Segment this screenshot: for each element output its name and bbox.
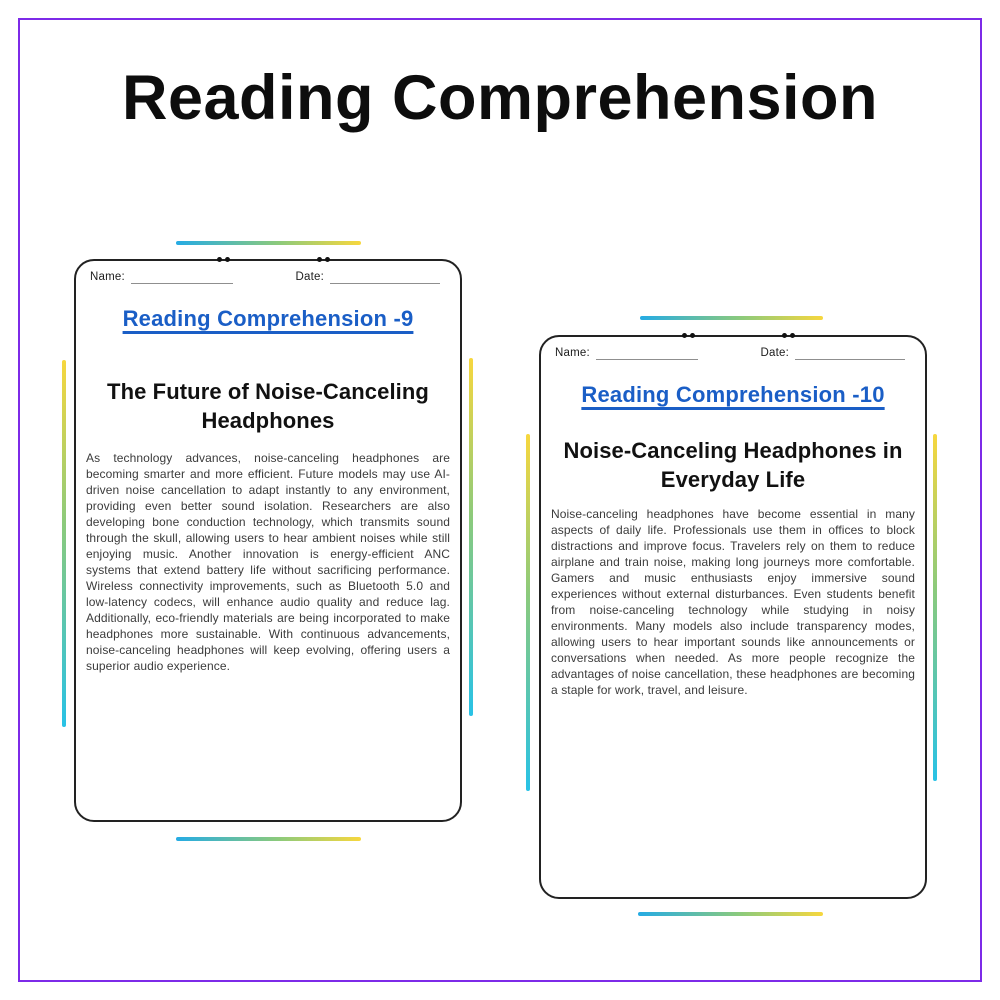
name-fill-in-line[interactable]: [596, 347, 698, 360]
passage-text: Noise-canceling headphones have become essential in many aspects of daily life. Professionals use them in offices to block distractions and improve focus. Travelers rely on them to reduce airplane and train noise, making long journeys more comfortable. Gamers and music enthusiasts enjoy immersive sound experiences without external disturbances. Even students benefit from noise-canceling technology while studying in noisy environments. Many models also include transparency modes, allowing users to hear important sounds like announcements or conversations when needed. As more people recognize the advantages of noise cancellation, these headphones are becoming a staple for work, travel, and leisure.: [551, 507, 915, 697]
deco-line-right-of-left-card: [469, 358, 473, 716]
binder-dots-icon: [317, 257, 330, 262]
passage-title: Noise-Canceling Headphones in Everyday Life: [563, 438, 903, 492]
binder-dots-icon: [682, 333, 695, 338]
deco-line-left-of-right-card: [526, 434, 530, 791]
date-label: Date:: [760, 347, 789, 359]
worksheet-heading-link[interactable]: Reading Comprehension -9: [122, 306, 414, 331]
deco-line-top-right-card: [640, 316, 823, 320]
worksheet-heading-link[interactable]: Reading Comprehension -10: [581, 382, 885, 407]
binder-dots-icon: [782, 333, 795, 338]
date-fill-in-line[interactable]: [795, 347, 905, 360]
worksheet-card-10: [539, 335, 927, 899]
deco-line-right-of-right-card: [933, 434, 937, 781]
deco-line-top-left-card: [176, 241, 361, 245]
page-title: Reading Comprehension: [121, 63, 879, 133]
name-fill-in-line[interactable]: [131, 271, 233, 284]
passage-text: As technology advances, noise-canceling headphones are becoming smarter and more efficient. Future models may use AI-driven noise cancellation to adapt instantly to any environment, providing even better sound isolation. Researchers are also developing bone conduction technology, which transmits sound through the skull, allowing users to hear ambient noises while still enjoying music. Another innovation is energy-efficient ANC systems that extend battery life without sacrificing performance. Wireless connectivity improvements, such as Bluetooth 5.0 and low-latency codecs, will enhance audio quality and reduce lag. Additionally, eco-friendly materials are being incorporated to make headphones more sustainable. With continuous advancements, noise-canceling headphones will keep evolving, offering users a superior audio experience.: [86, 451, 450, 673]
date-fill-in-line[interactable]: [330, 271, 440, 284]
passage-title: The Future of Noise-Canceling Headphones: [107, 379, 429, 433]
deco-line-bottom-right-card: [638, 912, 823, 916]
binder-dots-icon: [217, 257, 230, 262]
name-date-row: [90, 271, 440, 284]
name-label: Name:: [555, 347, 590, 359]
deco-line-left-of-left-card: [62, 360, 66, 727]
deco-line-bottom-left-card: [176, 837, 361, 841]
worksheet-card-9: [74, 259, 462, 822]
name-label: Name:: [90, 271, 125, 283]
name-date-row: [555, 347, 905, 360]
date-label: Date:: [295, 271, 324, 283]
